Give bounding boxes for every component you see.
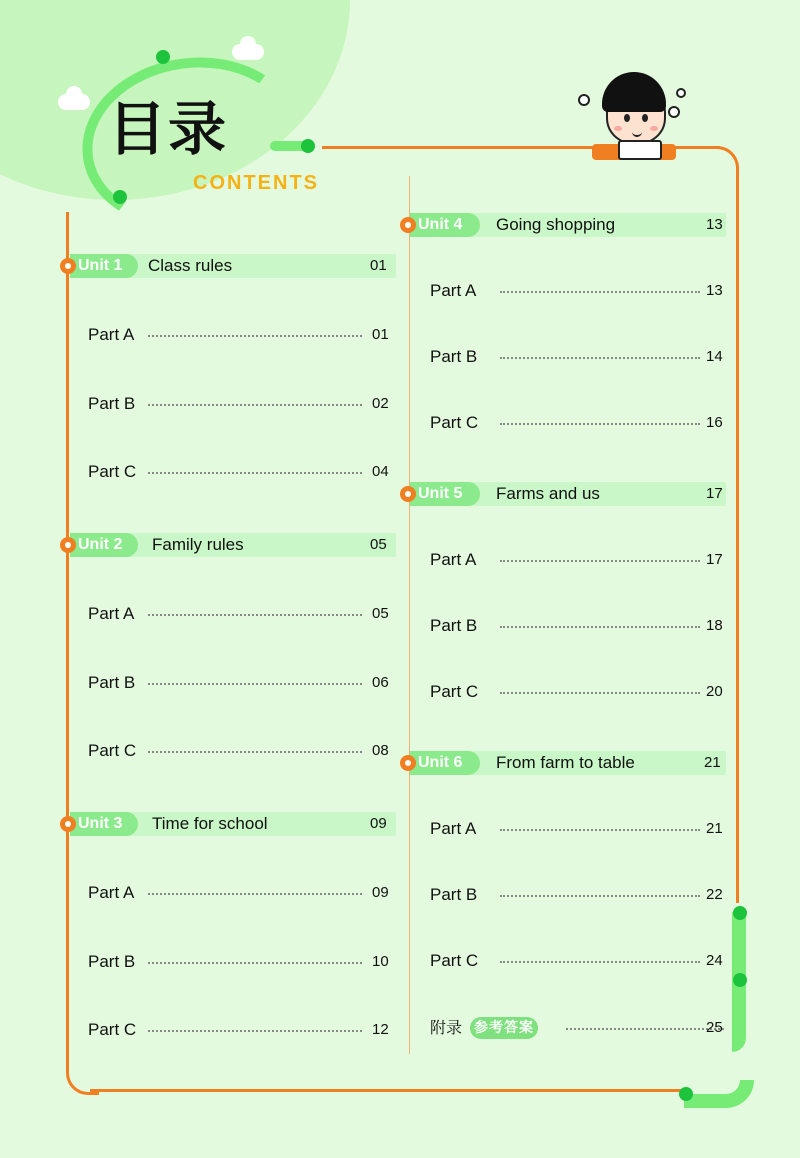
unit-page: 13 [706,216,723,233]
leader-dots [148,1030,362,1032]
part-page: 24 [706,952,723,969]
part-label: Part C [430,951,479,970]
toc-unit-2[interactable] [60,533,396,557]
toc-part[interactable] [430,817,730,841]
page-title: 目录 [108,95,229,163]
orange-bullet-icon [60,537,76,553]
unit-badge: Unit 3 [70,812,138,836]
cheek [614,126,622,131]
toc-appendix[interactable] [430,1016,730,1040]
unit-page: 01 [370,257,387,274]
part-label: Part C [88,1020,137,1039]
part-page: 08 [372,742,389,759]
green-dot [733,906,747,920]
leader-dots [500,560,700,562]
part-label: Part A [430,819,477,838]
toc-part[interactable] [430,279,730,303]
cloud-icon [232,44,264,60]
appendix-label: 附录 [430,1018,463,1037]
part-page: 04 [372,463,389,480]
toc-part[interactable] [430,614,730,638]
leader-dots [148,614,362,616]
leader-dots [148,751,362,753]
unit-badge: Unit 4 [410,213,480,237]
part-page: 20 [706,683,723,700]
part-label: Part A [430,281,477,300]
part-label: Part A [88,604,135,623]
toc-part[interactable] [88,602,394,626]
toc-part[interactable] [430,883,730,907]
green-dot [113,190,127,204]
unit-page: 17 [706,485,723,502]
part-page: 13 [706,282,723,299]
part-page: 22 [706,886,723,903]
part-label: Part C [88,741,137,760]
orange-bullet-icon [60,258,76,274]
part-label: Part A [430,550,477,569]
toc-part[interactable] [88,392,394,416]
toc-unit-1[interactable] [60,254,396,278]
leader-dots [500,626,700,628]
unit-title: Family rules [152,535,244,554]
part-label: Part C [430,413,479,432]
unit-title: Farms and us [496,484,600,503]
unit-badge: Unit 6 [410,751,480,775]
part-label: Part B [430,616,478,635]
part-page: 09 [372,884,389,901]
toc-part[interactable] [88,739,394,763]
unit-title: Class rules [148,256,233,275]
unit-title: From farm to table [496,753,635,772]
part-label: Part B [88,673,136,692]
part-page: 06 [372,674,389,691]
toc-part[interactable] [88,1018,394,1042]
unit-badge: Unit 2 [70,533,138,557]
leader-dots [500,692,700,694]
part-label: Part B [430,347,478,366]
column-divider [409,176,410,1054]
toc-part[interactable] [430,411,730,435]
eye [624,114,630,122]
orange-bullet-icon [400,486,416,502]
leader-dots [500,829,700,831]
toc-unit-6[interactable] [400,751,728,775]
appendix-page: 25 [706,1019,723,1036]
green-dot [156,50,170,64]
part-page: 10 [372,953,389,970]
leader-dots [148,335,362,337]
answer-key-badge: 参考答案 [470,1017,538,1039]
toc-unit-3[interactable] [60,812,396,836]
part-page: 02 [372,395,389,412]
toc-part[interactable] [430,548,730,572]
green-dot [301,139,315,153]
toc-part[interactable] [88,460,394,484]
toc-part[interactable] [88,671,394,695]
leader-dots [148,893,362,895]
unit-title: Time for school [152,814,268,833]
orange-bullet-icon [60,816,76,832]
toc-part[interactable] [88,950,394,974]
thought-bubble [578,94,590,106]
orange-bullet-icon [400,217,416,233]
leader-dots [500,895,700,897]
unit-badge: Unit 5 [410,482,480,506]
frame-right-line [736,168,739,903]
part-label: Part C [88,462,137,481]
part-page: 18 [706,617,723,634]
part-label: Part A [88,325,135,344]
toc-unit-4[interactable] [400,213,728,237]
part-label: Part B [430,885,478,904]
frame-bottom-line [90,1089,690,1092]
leader-dots [148,683,362,685]
part-page: 12 [372,1021,389,1038]
part-label: Part C [430,682,479,701]
leader-dots [500,291,700,293]
thought-bubble [668,106,680,118]
unit-page: 05 [370,536,387,553]
toc-part[interactable] [430,345,730,369]
unit-page: 09 [370,815,387,832]
leader-dots [500,961,700,963]
part-page: 05 [372,605,389,622]
part-page: 01 [372,326,389,343]
leader-dots [148,404,362,406]
decorative-green-corner [684,1080,754,1108]
cloud-icon [58,94,90,110]
toc-part[interactable] [88,323,394,347]
part-page: 21 [706,820,723,837]
boy-illustration [592,72,692,162]
toc-part[interactable] [430,949,730,973]
part-label: Part B [88,394,136,413]
leader-dots [500,423,700,425]
part-label: Part A [88,883,135,902]
orange-bullet-icon [400,755,416,771]
leader-dots [148,472,362,474]
green-dot [679,1087,693,1101]
toc-part[interactable] [430,680,730,704]
book-page [618,140,662,160]
toc-unit-5[interactable] [400,482,728,506]
leader-dots [148,962,362,964]
frame-left-line [66,212,69,1072]
cheek [650,126,658,131]
thought-bubble [676,88,686,98]
part-page: 17 [706,551,723,568]
page-subtitle: CONTENTS [193,172,319,194]
part-label: Part B [88,952,136,971]
mouth [632,130,642,137]
leader-dots [566,1028,724,1030]
leader-dots [500,357,700,359]
unit-title: Going shopping [496,215,616,234]
part-page: 16 [706,414,723,431]
boy-hair [602,72,666,112]
toc-part[interactable] [88,881,394,905]
part-page: 14 [706,348,723,365]
unit-badge: Unit 1 [70,254,138,278]
unit-page: 21 [704,754,721,771]
green-dot [733,973,747,987]
eye [642,114,648,122]
